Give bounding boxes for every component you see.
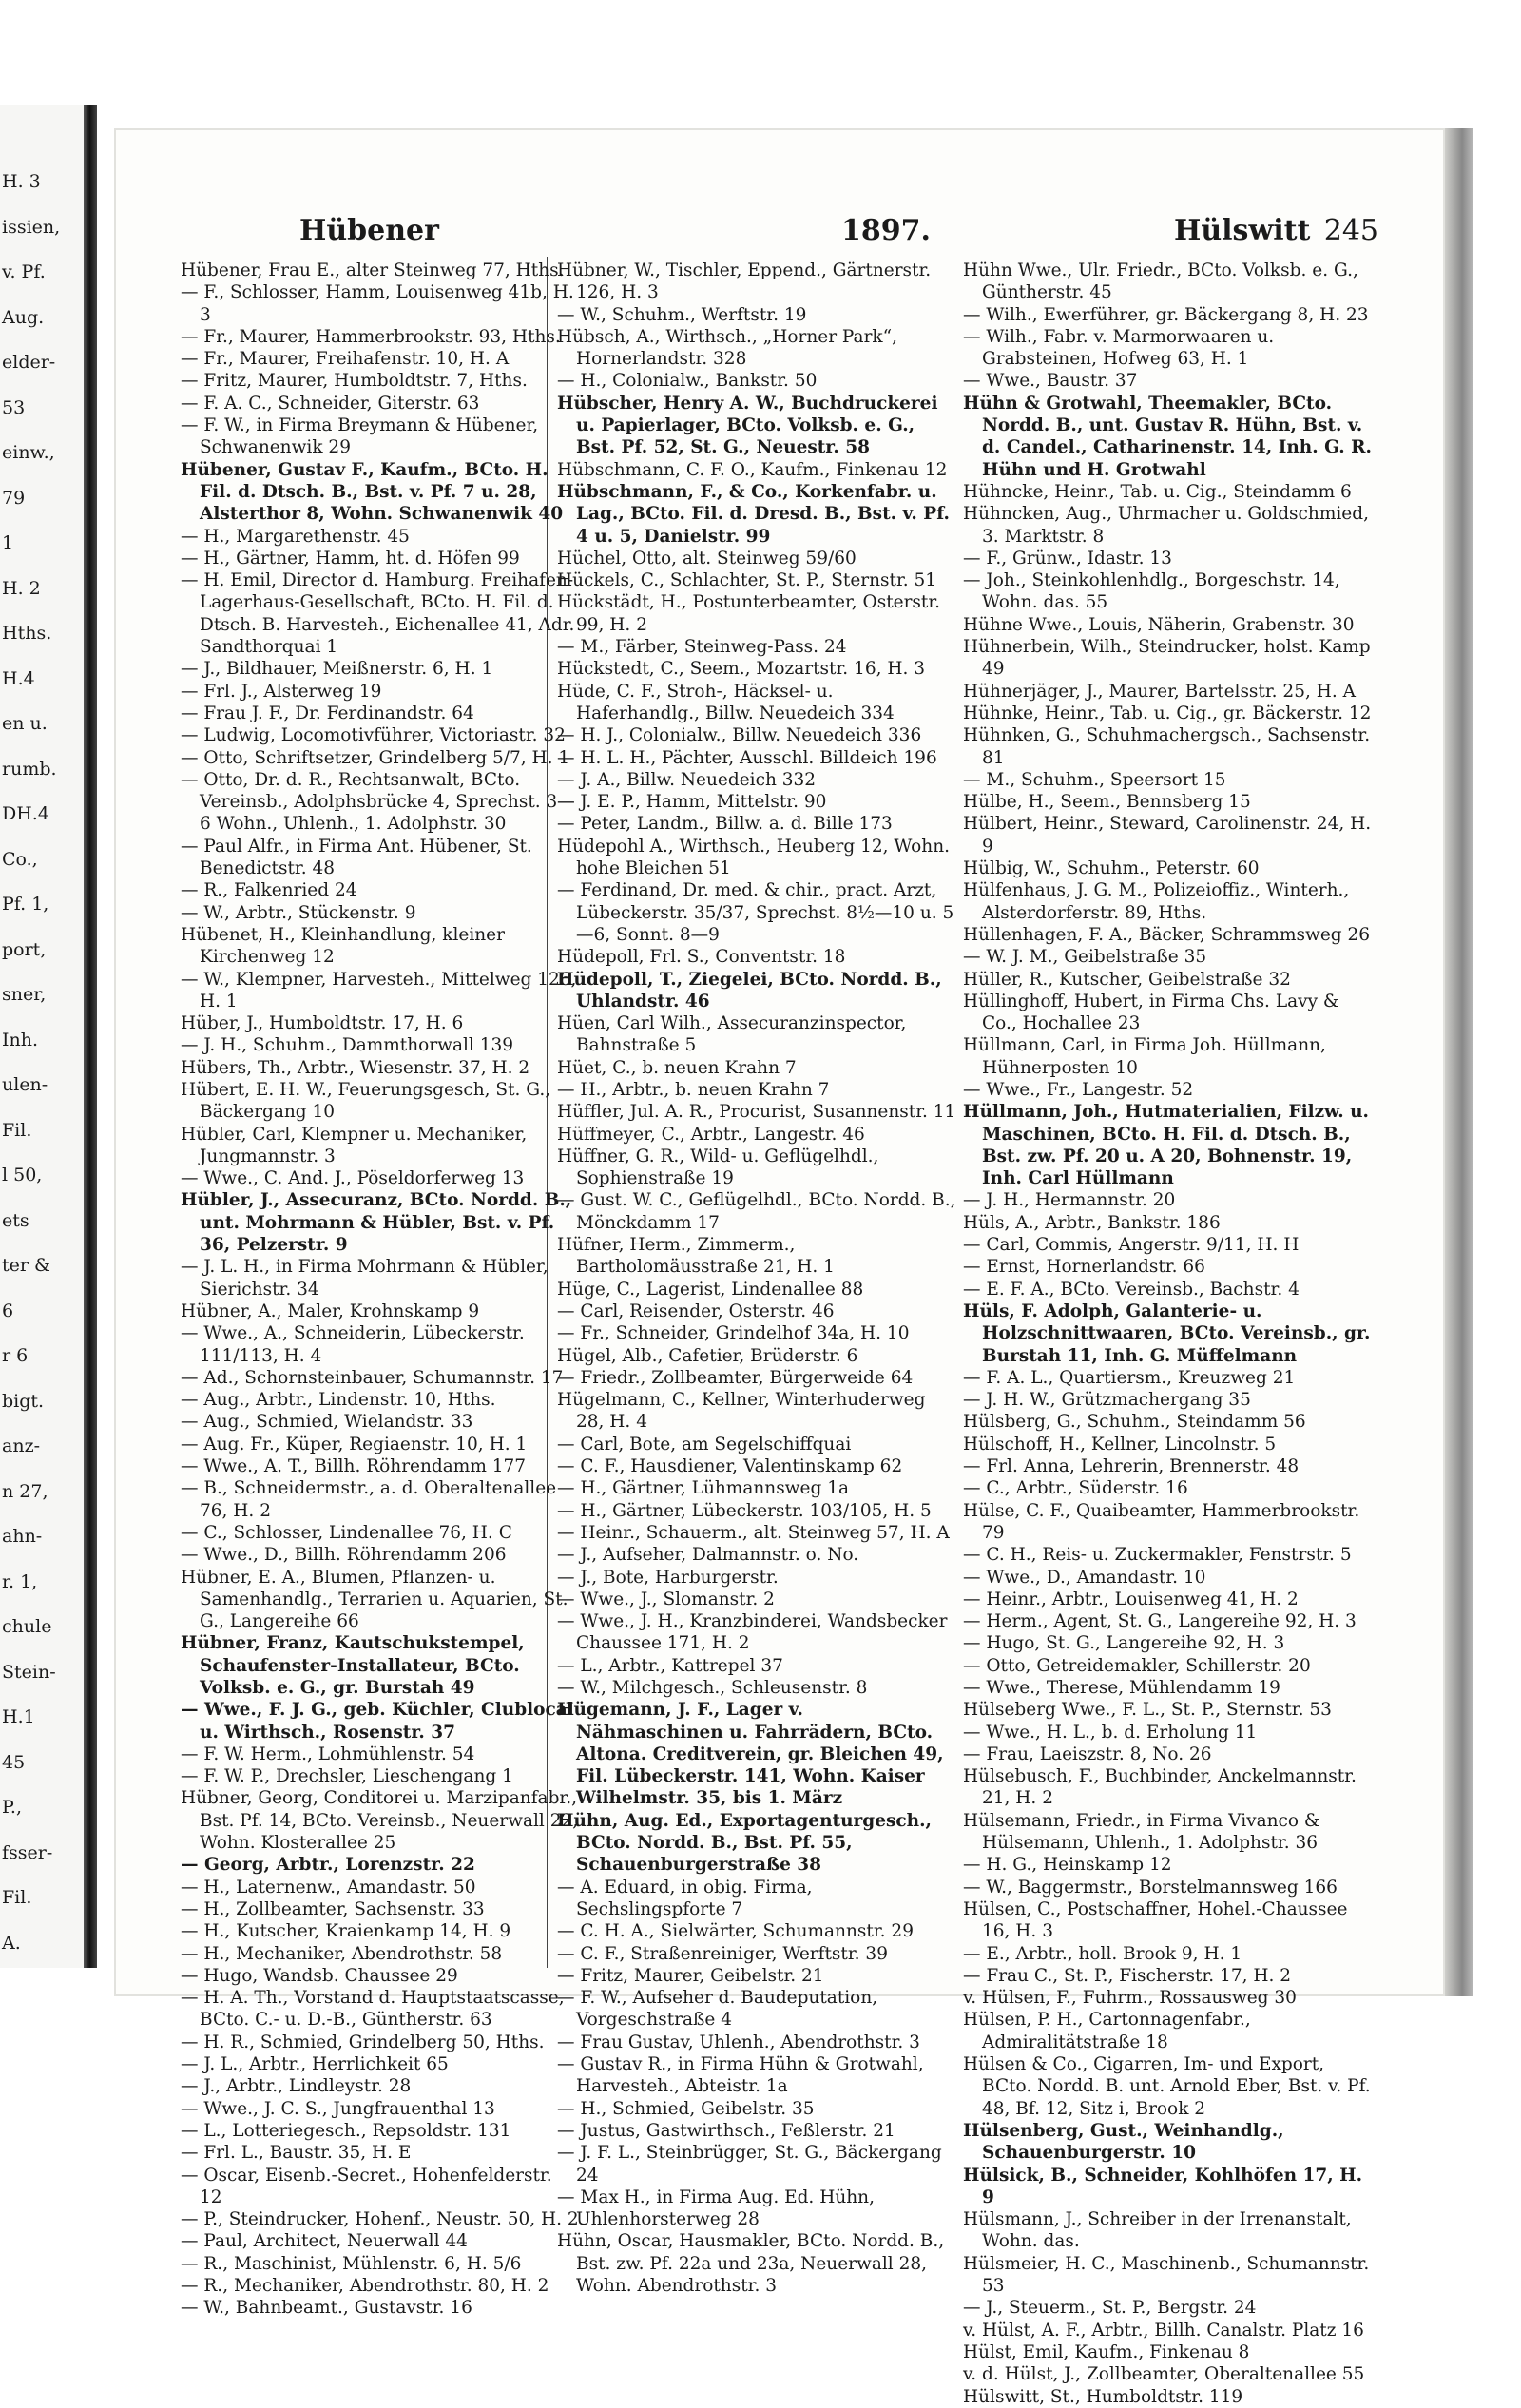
directory-entry: Hülse, C. F., Quaibeamter, Hammerbrookstr. 79 bbox=[963, 1500, 1360, 1543]
directory-entry: Hübler, J., Assecuranz, BCto. Nordd. B., unt. Mohrmann & Hübler, Bst. v. Pf. 36, Pelzerstr. 9 bbox=[181, 1190, 572, 1256]
directory-entry: — H. J., Colonialw., Billw. Neuedeich 336 bbox=[557, 725, 922, 746]
directory-entry: — H., Laternenw., Amandastr. 50 bbox=[181, 1877, 476, 1898]
directory-entry: — J., Arbtr., Lindleystr. 28 bbox=[181, 2076, 412, 2097]
directory-entry: — Frl. L., Baustr. 35, H. E bbox=[181, 2143, 412, 2164]
directory-entry: Hülbert, Heinr., Steward, Carolinenstr. 24, H. 9 bbox=[963, 814, 1372, 857]
directory-entry: — J. L., Arbtr., Herrlichkeit 65 bbox=[181, 2054, 449, 2075]
directory-entry: — H., Mechaniker, Abendrothstr. 58 bbox=[181, 1943, 503, 1964]
directory-entry: — F., Schlosser, Hamm, Louisenweg 41b, H. 3 bbox=[181, 282, 574, 325]
previous-page-fragment: A. bbox=[2, 1932, 21, 1954]
directory-entry: — H., Gärtner, Lübeckerstr. 103/105, H. 5 bbox=[557, 1500, 932, 1521]
previous-page-fragment: Aug. bbox=[2, 306, 45, 328]
directory-entry: — R., Mechaniker, Abendrothstr. 80, H. 2 bbox=[181, 2276, 549, 2297]
previous-page-fragment: r. 1, bbox=[2, 1570, 38, 1592]
previous-page-fragment: l 50, bbox=[2, 1165, 43, 1185]
directory-entry: Hückels, C., Schlachter, St. P., Sternstr. 51 bbox=[557, 570, 937, 591]
page-header bbox=[299, 214, 1378, 256]
directory-entry: — C., Arbtr., Süderstr. 16 bbox=[963, 1478, 1188, 1499]
previous-page-fragment: elder- bbox=[2, 352, 56, 373]
directory-entry: — J. H., Schuhm., Dammthorwall 139 bbox=[181, 1035, 514, 1056]
directory-entry: — Wwe., J., Slomanstr. 2 bbox=[557, 1589, 775, 1609]
directory-entry: — Fr., Schneider, Grindelhof 34a, H. 10 bbox=[557, 1323, 910, 1344]
directory-entry: Hüdepohl A., Wirthsch., Heuberg 12, Wohn. hohe Bleichen 51 bbox=[557, 836, 951, 879]
directory-entry: — P., Steindrucker, Hohenf., Neustr. 50, H. 2 bbox=[181, 2209, 579, 2230]
directory-entry: Hübner, Franz, Kautschukstempel, Schaufenster-Installateur, BCto. Volksb. e. G., gr. Burstah 49 bbox=[181, 1633, 525, 1698]
previous-page-fragment: 53 bbox=[2, 396, 26, 418]
previous-page-fragment: sner, bbox=[2, 984, 47, 1005]
directory-entry: — F. W. Herm., Lohmühlenstr. 54 bbox=[181, 1743, 475, 1764]
directory-entry: — R., Maschinist, Mühlenstr. 6, H. 5/6 bbox=[181, 2253, 522, 2274]
previous-page-fragment: bigt. bbox=[2, 1390, 45, 1412]
directory-entry: — Heinr., Schauerm., alt. Steinweg 57, H. A bbox=[557, 1522, 950, 1543]
directory-entry: — M., Färber, Steinweg-Pass. 24 bbox=[557, 637, 847, 658]
directory-entry: — Friedr., Zollbeamter, Bürgerweide 64 bbox=[557, 1367, 914, 1388]
directory-entry: Hübner, E. A., Blumen, Pflanzen- u. Samenhandlg., Terrarien u. Aquarien, St. G., Langereihe 66 bbox=[181, 1567, 568, 1632]
directory-entry: Hüllmann, Carl, in Firma Joh. Hüllmann, Hühnerposten 10 bbox=[963, 1035, 1326, 1078]
directory-entry: — Wwe., A. T., Billh. Röhrendamm 177 bbox=[181, 1456, 527, 1477]
directory-entry: — L., Arbtr., Kattrepel 37 bbox=[557, 1655, 783, 1676]
directory-entry: — R., Falkenried 24 bbox=[181, 880, 357, 901]
directory-entry: Hüffner, G. R., Wild- u. Geflügelhdl., Sophienstraße 19 bbox=[557, 1146, 879, 1189]
directory-entry: Hübener, Gustav F., Kaufm., BCto. H. Fil. d. Dtsch. B., Bst. v. Pf. 7 u. 28, Alsterthor 8, Wohn. Schwanenwik 40 bbox=[181, 459, 564, 525]
directory-entry: — Otto, Dr. d. R., Rechtsanwalt, BCto. Vereinsb., Adolphsbrücke 4, Sprechst. 3—6 Wohn., Uhlenh., 1. Adolphstr. 30 bbox=[181, 769, 575, 835]
directory-entry: — Ad., Schornsteinbauer, Schumannstr. 17 bbox=[181, 1367, 564, 1388]
directory-entry: Hülfenhaus, J. G. M., Polizeioffiz., Winterh., Alsterdorferstr. 89, Hths. bbox=[963, 880, 1350, 923]
directory-entry: — W., Klempner, Harvesteh., Mittelweg 126, H. 1 bbox=[181, 969, 577, 1011]
previous-page-fragment: Co., bbox=[2, 848, 38, 870]
previous-page-fragment: chule bbox=[2, 1616, 52, 1637]
directory-entry: Hüber, J., Humboldtstr. 17, H. 6 bbox=[181, 1013, 464, 1034]
directory-entry: Hügelmann, C., Kellner, Winterhuderweg 28, H. 4 bbox=[557, 1390, 926, 1433]
directory-entry: Hülsick, B., Schneider, Kohlhöfen 17, H. 9 bbox=[963, 2165, 1363, 2207]
directory-entry: Hüde, C. F., Stroh-, Häcksel- u. Haferhandlg., Billw. Neuedeich 334 bbox=[557, 681, 895, 723]
previous-page-fragment: ets bbox=[2, 1209, 29, 1231]
directory-entry: — M., Schuhm., Speersort 15 bbox=[963, 769, 1226, 790]
directory-column-2 bbox=[557, 260, 956, 2297]
directory-entry: — F. A. L., Quartiersm., Kreuzweg 21 bbox=[963, 1367, 1296, 1388]
directory-entry: — H. A. Th., Vorstand d. Hauptstaatscasse, BCto. C.- u. D.-B., Güntherstr. 63 bbox=[181, 1988, 565, 2031]
directory-column-1 bbox=[181, 260, 580, 2320]
directory-entry: Hüchel, Otto, alt. Steinweg 59/60 bbox=[557, 548, 857, 568]
directory-entry: — W. J. M., Geibelstraße 35 bbox=[963, 947, 1207, 968]
directory-entry: Hügel, Alb., Cafetier, Brüderstr. 6 bbox=[557, 1345, 858, 1366]
directory-entry: — Aug., Schmied, Wielandstr. 33 bbox=[181, 1412, 473, 1433]
directory-entry: — C. F., Hausdiener, Valentinskamp 62 bbox=[557, 1456, 903, 1477]
directory-entry: Hübsch, A., Wirthsch., „Horner Park“, Hornerlandstr. 328 bbox=[557, 326, 897, 370]
directory-entry: — J., Bote, Harburgerstr. bbox=[557, 1567, 779, 1588]
directory-entry: — C., Schlosser, Lindenallee 76, H. C bbox=[181, 1522, 512, 1543]
directory-entry: Hübler, Carl, Klempner u. Mechaniker, Jungmannstr. 3 bbox=[181, 1124, 528, 1166]
directory-entry: — Carl, Commis, Angerstr. 9/11, H. H bbox=[963, 1235, 1300, 1256]
directory-entry: — H. Emil, Director d. Hamburg. Freihafen-Lagerhaus-Gesellschaft, BCto. H. Fil. d. Dtsch. B. Harvesteh., Eichenallee 41, Adr. Sandthorquai 1 bbox=[181, 570, 575, 658]
directory-entry: — Gust. W. C., Geflügelhdl., BCto. Nordd. B., Mönckdamm 17 bbox=[557, 1190, 956, 1233]
directory-entry: v. Hülsen, F., Fuhrm., Rossausweg 30 bbox=[963, 1988, 1297, 2009]
directory-entry: Hühncke, Heinr., Tab. u. Cig., Steindamm 6 bbox=[963, 481, 1352, 502]
directory-entry: Hüet, C., b. neuen Krahn 7 bbox=[557, 1057, 797, 1078]
directory-entry: — Aug., Arbtr., Lindenstr. 10, Hths. bbox=[181, 1390, 496, 1411]
directory-entry: — Frl. Anna, Lehrerin, Brennerstr. 48 bbox=[963, 1456, 1300, 1477]
directory-page bbox=[114, 128, 1445, 2407]
directory-entry: Hühnke, Heinr., Tab. u. Cig., gr. Bäckerstr. 12 bbox=[963, 703, 1372, 723]
directory-entry: — Wilh., Fabr. v. Marmorwaaren u. Grabsteinen, Hofweg 63, H. 1 bbox=[963, 326, 1275, 370]
directory-entry: — C. F., Straßenreiniger, Werftstr. 39 bbox=[557, 1943, 888, 1964]
directory-entry: Hügemann, J. F., Lager v. Nähmaschinen u. Fahrrädern, BCto. Altona. Creditverein, gr. Bleichen 49, Fil. Lübeckerstr. 141, Wohn. Kaiser Wilhelmstr. 35, bis 1. März bbox=[557, 1700, 944, 1809]
directory-entry: — H., Gärtner, Hamm, ht. d. Höfen 99 bbox=[181, 548, 520, 568]
directory-entry: Hüge, C., Lagerist, Lindenallee 88 bbox=[557, 1279, 864, 1300]
directory-entry: — Ludwig, Locomotivführer, Victoriastr. 32 bbox=[181, 725, 566, 746]
directory-entry: Hüllenhagen, F. A., Bäcker, Schrammsweg 26 bbox=[963, 924, 1371, 945]
directory-entry: — Wwe., J. H., Kranzbinderei, Wandsbecker Chaussee 171, H. 2 bbox=[557, 1611, 948, 1654]
directory-entry: — W., Milchgesch., Schleusenstr. 8 bbox=[557, 1678, 868, 1698]
directory-entry: — H., Colonialw., Bankstr. 50 bbox=[557, 371, 818, 392]
previous-page-fragment: 45 bbox=[2, 1751, 26, 1773]
directory-entry: Hüdepoll, T., Ziegelei, BCto. Nordd. B., Uhlandstr. 46 bbox=[557, 969, 942, 1011]
directory-entry: — Max H., in Firma Aug. Ed. Hühn, Uhlenhorsterweg 28 bbox=[557, 2186, 875, 2230]
directory-entry: — H., Gärtner, Lühmannsweg 1a bbox=[557, 1478, 849, 1499]
header-last-entry: Hülswitt bbox=[1174, 214, 1311, 247]
directory-entry: Hülseberg Wwe., F. L., St. P., Sternstr. 53 bbox=[963, 1700, 1332, 1721]
directory-entry: Hückstädt, H., Postunterbeamter, Osterstr. 99, H. 2 bbox=[557, 592, 941, 635]
directory-entry: Hühne Wwe., Louis, Näherin, Grabenstr. 30 bbox=[963, 614, 1355, 635]
previous-page-fragment: Fil. bbox=[2, 1887, 32, 1908]
directory-entry: — W., Schuhm., Werftstr. 19 bbox=[557, 304, 807, 325]
directory-entry: — Paul, Architect, Neuerwall 44 bbox=[181, 2231, 468, 2252]
directory-entry: Hübenet, H., Kleinhandlung, kleiner Kirchenweg 12 bbox=[181, 924, 505, 968]
directory-entry: Hülsmann, J., Schreiber in der Irrenanstalt, Wohn. das. bbox=[963, 2209, 1352, 2252]
directory-entry: — F. A. C., Schneider, Giterstr. 63 bbox=[181, 393, 480, 414]
directory-entry: v. d. Hülst, J., Zollbeamter, Oberaltenallee 55 bbox=[963, 2364, 1365, 2385]
directory-entry: — Wwe., H. L., b. d. Erholung 11 bbox=[963, 1722, 1258, 1743]
previous-page-fragment: ulen- bbox=[2, 1074, 48, 1095]
directory-entry: Hühn Wwe., Ulr. Friedr., BCto. Volksb. e. G., Güntherstr. 45 bbox=[963, 260, 1358, 303]
directory-entry: — F. W. P., Drechsler, Lieschengang 1 bbox=[181, 1766, 513, 1787]
directory-entry: — J. E. P., Hamm, Mittelstr. 90 bbox=[557, 792, 827, 813]
directory-entry: — J., Aufseher, Dalmannstr. o. No. bbox=[557, 1545, 859, 1566]
directory-entry: — J. F. L., Steinbrügger, St. G., Bäckergang 24 bbox=[557, 2143, 942, 2186]
directory-entry: Hübers, Th., Arbtr., Wiesenstr. 37, H. 2 bbox=[181, 1057, 530, 1078]
directory-entry: — Wwe., D., Billh. Röhrendamm 206 bbox=[181, 1545, 507, 1566]
directory-entry: — J. H., Hermannstr. 20 bbox=[963, 1190, 1176, 1211]
previous-page-fragment: Hths. bbox=[2, 623, 52, 644]
directory-entry: Hübner, A., Maler, Krohnskamp 9 bbox=[181, 1300, 480, 1321]
directory-entry: Hühn, Oscar, Hausmakler, BCto. Nordd. B., Bst. zw. Pf. 22a und 23a, Neuerwall 28, Wohn. Abendrothstr. 3 bbox=[557, 2231, 945, 2297]
directory-entry: — H., Margarethenstr. 45 bbox=[181, 526, 410, 547]
directory-entry: — H., Zollbeamter, Sachsenstr. 33 bbox=[181, 1898, 485, 1919]
directory-entry: Hühnerbein, Wilh., Steindrucker, holst. Kamp 49 bbox=[963, 637, 1371, 680]
directory-entry: — H. R., Schmied, Grindelberg 50, Hths. bbox=[181, 2032, 545, 2052]
directory-entry: Hüdepoll, Frl. S., Conventstr. 18 bbox=[557, 947, 846, 968]
directory-entry: — H., Kutscher, Kraienkamp 14, H. 9 bbox=[181, 1921, 511, 1942]
directory-entry: Hüffler, Jul. A. R., Procurist, Susannenstr. 11 bbox=[557, 1102, 956, 1123]
previous-page-fragment: 6 bbox=[2, 1300, 14, 1321]
previous-page-fragment: Fil. bbox=[2, 1119, 32, 1141]
directory-entry: Hülswitt, St., Humboldtstr. 119 bbox=[963, 2386, 1243, 2407]
previous-page-fragment: H. 2 bbox=[2, 577, 41, 599]
directory-entry: — Hugo, St. G., Langereihe 92, H. 3 bbox=[963, 1633, 1285, 1654]
previous-page-fragment: en u. bbox=[2, 713, 48, 734]
directory-entry: Hübert, E. H. W., Feuerungsgesch, St. G., Bäckergang 10 bbox=[181, 1079, 551, 1123]
previous-page-fragment: v. Pf. bbox=[2, 261, 46, 282]
directory-entry: Hülst, Emil, Kaufm., Finkenau 8 bbox=[963, 2341, 1250, 2362]
directory-entry: — Frau C., St. P., Fischerstr. 17, H. 2 bbox=[963, 1965, 1292, 1986]
directory-entry: — Ernst, Hornerlandstr. 66 bbox=[963, 1257, 1205, 1278]
directory-entry: — W., Arbtr., Stückenstr. 9 bbox=[181, 902, 416, 923]
directory-entry: — Fritz, Maurer, Geibelstr. 21 bbox=[557, 1965, 824, 1986]
directory-entry: — Paul Alfr., in Firma Ant. Hübener, St. Benedictstr. 48 bbox=[181, 836, 532, 879]
directory-entry: Hüllmann, Joh., Hutmaterialien, Filzw. u. Maschinen, BCto. H. Fil. d. Dtsch. B., Bst. zw. Pf. 20 u. A 20, Bohnenstr. 19, Inh. Carl Hüllmann bbox=[963, 1102, 1369, 1189]
previous-page-fragment: 1 bbox=[2, 532, 14, 553]
directory-entry: Hülsmeier, H. C., Maschinenb., Schumannstr. 53 bbox=[963, 2253, 1370, 2297]
directory-entry: — Hugo, Wandsb. Chaussee 29 bbox=[181, 1965, 458, 1986]
previous-page-fragment: issien, bbox=[2, 216, 61, 238]
directory-entry: — Wwe., C. And. J., Pöseldorferweg 13 bbox=[181, 1168, 525, 1189]
previous-page-fragment: anz- bbox=[2, 1435, 40, 1456]
directory-entry: — A. Eduard, in obig. Firma, Sechslingspforte 7 bbox=[557, 1877, 813, 1919]
directory-entry: — Wwe., Fr., Langestr. 52 bbox=[963, 1079, 1194, 1100]
directory-entry: — Frau Gustav, Uhlenh., Abendrothstr. 3 bbox=[557, 2032, 920, 2052]
header-first-entry: Hübener bbox=[299, 214, 439, 247]
directory-entry: Hülsenberg, Gust., Weinhandlg., Schauenburgerstr. 10 bbox=[963, 2120, 1284, 2164]
directory-entry: Hülsberg, G., Schuhm., Steindamm 56 bbox=[963, 1412, 1306, 1433]
directory-entry: — Wilh., Ewerführer, gr. Bäckergang 8, H. 23 bbox=[963, 304, 1369, 325]
directory-entry: — W., Bahnbeamt., Gustavstr. 16 bbox=[181, 2298, 472, 2319]
previous-page-fragment: ter & bbox=[2, 1255, 50, 1276]
directory-entry: Hübschmann, F., & Co., Korkenfabr. u. Lag., BCto. Fil. d. Dresd. B., Bst. v. Pf. 4 u. 5, Danielstr. 99 bbox=[557, 481, 950, 547]
directory-entry: — Justus, Gastwirthsch., Feßlerstr. 21 bbox=[557, 2120, 895, 2141]
directory-entry: — H. G., Heinskamp 12 bbox=[963, 1855, 1172, 1876]
directory-entry: — Joh., Steinkohlenhdlg., Borgeschstr. 14, Wohn. das. 55 bbox=[963, 570, 1340, 613]
previous-page-fragment: H.4 bbox=[2, 667, 35, 689]
directory-entry: Hülsen, P. H., Cartonnagenfabr., Admiralitätstraße 18 bbox=[963, 2010, 1251, 2052]
previous-page-fragment: port, bbox=[2, 938, 47, 960]
previous-page-fragment: fsser- bbox=[2, 1841, 53, 1863]
directory-entry: Hühn, Aug. Ed., Exportagenturgesch., BCto. Nordd. B., Bst. Pf. 55, Schauenburgerstraße 38 bbox=[557, 1810, 932, 1876]
directory-entry: — Fr., Maurer, Hammerbrookstr. 93, Hths. bbox=[181, 326, 561, 347]
directory-column-3 bbox=[963, 260, 1372, 2408]
directory-entry: — Oscar, Eisenb.-Secret., Hohenfelderstr. 12 bbox=[181, 2165, 552, 2207]
directory-entry: Hübner, W., Tischler, Eppend., Gärtnerstr. 126, H. 3 bbox=[557, 260, 932, 303]
directory-entry: Hüls, A., Arbtr., Bankstr. 186 bbox=[963, 1212, 1221, 1233]
previous-page-fragment: H. 3 bbox=[2, 171, 41, 192]
directory-entry: Hülsemann, Friedr., in Firma Vivanco & Hülsemann, Uhlenh., 1. Adolphstr. 36 bbox=[963, 1810, 1320, 1854]
directory-entry: — Wwe., J. C. S., Jungfrauenthal 13 bbox=[181, 2098, 495, 2119]
previous-page-fragment: 79 bbox=[2, 487, 26, 509]
directory-entry: — Heinr., Arbtr., Louisenweg 41, H. 2 bbox=[963, 1589, 1299, 1609]
directory-entry: — E., Arbtr., holl. Brook 9, H. 1 bbox=[963, 1943, 1242, 1964]
directory-entry: — Ferdinand, Dr. med. & chir., pract. Arzt, Lübeckerstr. 35/37, Sprechst. 8½—10 u. 5—6, Sonnt. 8—9 bbox=[557, 880, 954, 945]
directory-entry: — Gustav R., in Firma Hühn & Grotwahl, Harvesteh., Abteistr. 1a bbox=[557, 2054, 924, 2097]
directory-entry: — J., Steuerm., St. P., Bergstr. 24 bbox=[963, 2298, 1257, 2319]
directory-entry: — H. L. H., Pächter, Ausschl. Billdeich 196 bbox=[557, 747, 937, 768]
directory-entry: Hülsebusch, F., Buchbinder, Anckelmannstr. 21, H. 2 bbox=[963, 1766, 1357, 1809]
previous-page-fragment: Stein- bbox=[2, 1661, 56, 1683]
directory-entry: — J. A., Billw. Neuedeich 332 bbox=[557, 769, 817, 790]
directory-entry: — F., Grünw., Idastr. 13 bbox=[963, 548, 1172, 568]
directory-entry: Hülbig, W., Schuhm., Peterstr. 60 bbox=[963, 858, 1260, 879]
directory-entry: Hüfner, Herm., Zimmerm., Bartholomäusstraße 21, H. 1 bbox=[557, 1235, 835, 1278]
previous-page-fragment: P., bbox=[2, 1797, 23, 1818]
previous-page-fragment: ahn- bbox=[2, 1526, 43, 1547]
directory-entry: — Fritz, Maurer, Humboldtstr. 7, Hths. bbox=[181, 371, 528, 392]
previous-page-fragment: Pf. 1, bbox=[2, 894, 49, 915]
directory-entry: v. Hülst, A. F., Arbtr., Billh. Canalstr. Platz 16 bbox=[963, 2320, 1364, 2341]
directory-entry: — J., Bildhauer, Meißnerstr. 6, H. 1 bbox=[181, 659, 493, 680]
page-number: 245 bbox=[1323, 214, 1378, 247]
directory-entry: Hülsen & Co., Cigarren, Im- und Export, BCto. Nordd. B. unt. Arnold Eber, Bst. v. Pf. 48, Bf. 12, Sitz i, Brook 2 bbox=[963, 2054, 1371, 2119]
directory-entry: Hülschoff, H., Kellner, Lincolnstr. 5 bbox=[963, 1434, 1277, 1454]
directory-entry: — F. W., in Firma Breymann & Hübener, Schwanenwik 29 bbox=[181, 415, 539, 458]
directory-entry: Hübschmann, C. F. O., Kaufm., Finkenau 12 bbox=[557, 459, 948, 480]
directory-entry: Hühnerjäger, J., Maurer, Bartelsstr. 25, H. A bbox=[963, 681, 1356, 702]
directory-entry: Hüffmeyer, C., Arbtr., Langestr. 46 bbox=[557, 1124, 865, 1145]
directory-entry: — E. F. A., BCto. Vereinsb., Bachstr. 4 bbox=[963, 1279, 1300, 1300]
directory-entry: — Wwe., D., Amandastr. 10 bbox=[963, 1567, 1206, 1588]
previous-page-fragment: rumb. bbox=[2, 758, 57, 780]
directory-entry: — L., Lotteriegesch., Repsoldstr. 131 bbox=[181, 2120, 511, 2141]
previous-page-fragment: r 6 bbox=[2, 1345, 29, 1366]
directory-entry: Hübner, Georg, Conditorei u. Marzipanfabr., Bst. Pf. 14, BCto. Vereinsb., Neuerwall 22, Wohn. Klosterallee 25 bbox=[181, 1788, 579, 1854]
directory-entry: Hüls, F. Adolph, Galanterie- u. Holzschnittwaaren, BCto. Vereinsb., gr. Burstah 11, Inh. G. Müffelmann bbox=[963, 1300, 1371, 1366]
directory-entry: — Aug. Fr., Küper, Regiaenstr. 10, H. 1 bbox=[181, 1434, 528, 1454]
directory-entry: — W., Baggermstr., Borstelmannsweg 166 bbox=[963, 1877, 1338, 1898]
directory-entry: — Frl. J., Alsterweg 19 bbox=[181, 681, 382, 702]
previous-page-fragment: H.1 bbox=[2, 1706, 35, 1727]
previous-page-fragment: DH.4 bbox=[2, 803, 49, 824]
directory-entry: — Fr., Maurer, Freihafenstr. 10, H. A bbox=[181, 349, 510, 370]
directory-entry: — C. H., Reis- u. Zuckermakler, Fenstrstr. 5 bbox=[963, 1545, 1352, 1566]
directory-entry: — Otto, Schriftsetzer, Grindelberg 5/7, H. 1 bbox=[181, 747, 570, 768]
directory-entry: Hülsen, C., Postschaffner, Hohel.-Chaussee 16, H. 3 bbox=[963, 1898, 1348, 1942]
directory-entry: — Herm., Agent, St. G., Langereihe 92, H. 3 bbox=[963, 1611, 1357, 1632]
directory-entry: — Carl, Reisender, Osterstr. 46 bbox=[557, 1300, 835, 1321]
directory-entry: Hübscher, Henry A. W., Buchdruckerei u. Papierlager, BCto. Volksb. e. G., Bst. Pf. 52, St. G., Neuestr. 58 bbox=[557, 393, 938, 458]
directory-entry: — Wwe., Therese, Mühlendamm 19 bbox=[963, 1678, 1280, 1698]
directory-entry: Hückstedt, C., Seem., Mozartstr. 16, H. 3 bbox=[557, 659, 926, 680]
directory-entry: — J. L. H., in Firma Mohrmann & Hübler, Sierichstr. 34 bbox=[181, 1257, 549, 1300]
previous-page-fragment: einw., bbox=[2, 442, 55, 463]
directory-entry: — Peter, Landm., Billw. a. d. Bille 173 bbox=[557, 814, 893, 835]
directory-entry: — Carl, Bote, am Segelschiffquai bbox=[557, 1434, 852, 1454]
directory-entry: Hübener, Frau E., alter Steinweg 77, Hths. bbox=[181, 260, 565, 280]
directory-entry: — H., Arbtr., b. neuen Krahn 7 bbox=[557, 1079, 830, 1100]
header-year: 1897. bbox=[841, 214, 931, 247]
directory-entry: — Otto, Getreidemakler, Schillerstr. 20 bbox=[963, 1655, 1311, 1676]
directory-entry: — Frau J. F., Dr. Ferdinandstr. 64 bbox=[181, 703, 474, 723]
book-gutter bbox=[84, 105, 97, 1968]
directory-entry: — B., Schneidermstr., a. d. Oberaltenallee 76, H. 2 bbox=[181, 1478, 557, 1521]
directory-entry: Hühn & Grotwahl, Theemakler, BCto. Nordd. B., unt. Gustav R. Hühn, Bst. v. d. Candel., Catharinenstr. 14, Inh. G. R. Hühn und H. Grotwahl bbox=[963, 393, 1372, 480]
directory-entry: Hühncken, Aug., Uhrmacher u. Goldschmied, 3. Marktstr. 8 bbox=[963, 504, 1369, 547]
directory-entry: — Georg, Arbtr., Lorenzstr. 22 bbox=[181, 1855, 475, 1876]
directory-entry: — F. W., Aufseher d. Baudeputation, Vorgeschstraße 4 bbox=[557, 1988, 878, 2031]
directory-entry: Hüller, R., Kutscher, Geibelstraße 32 bbox=[963, 969, 1291, 990]
previous-page-edge bbox=[0, 105, 97, 1968]
previous-page-fragment: Inh. bbox=[2, 1029, 39, 1050]
directory-entry: — H., Schmied, Geibelstr. 35 bbox=[557, 2098, 815, 2119]
directory-entry: Hüllinghoff, Hubert, in Firma Chs. Lavy & Co., Hochallee 23 bbox=[963, 991, 1339, 1034]
directory-entry: — Wwe., A., Schneiderin, Lübeckerstr. 111/113, H. 4 bbox=[181, 1323, 525, 1366]
directory-entry: Hühnken, G., Schuhmachergsch., Sachsenstr. 81 bbox=[963, 725, 1371, 768]
directory-entry: — J. H. W., Grützmachergang 35 bbox=[963, 1390, 1251, 1411]
directory-entry: Hülbe, H., Seem., Bennsberg 15 bbox=[963, 792, 1251, 813]
directory-entry: — C. H. A., Sielwärter, Schumannstr. 29 bbox=[557, 1921, 914, 1942]
previous-page-fragment: n 27, bbox=[2, 1480, 48, 1502]
directory-entry: — Wwe., F. J. G., geb. Küchler, Clublocal u. Wirthsch., Rosenstr. 37 bbox=[181, 1700, 574, 1743]
directory-entry: — Frau, Laeiszstr. 8, No. 26 bbox=[963, 1743, 1212, 1764]
directory-entry: Hüen, Carl Wilh., Assecuranzinspector, Bahnstraße 5 bbox=[557, 1013, 907, 1056]
directory-entry: — Wwe., Baustr. 37 bbox=[963, 371, 1138, 392]
